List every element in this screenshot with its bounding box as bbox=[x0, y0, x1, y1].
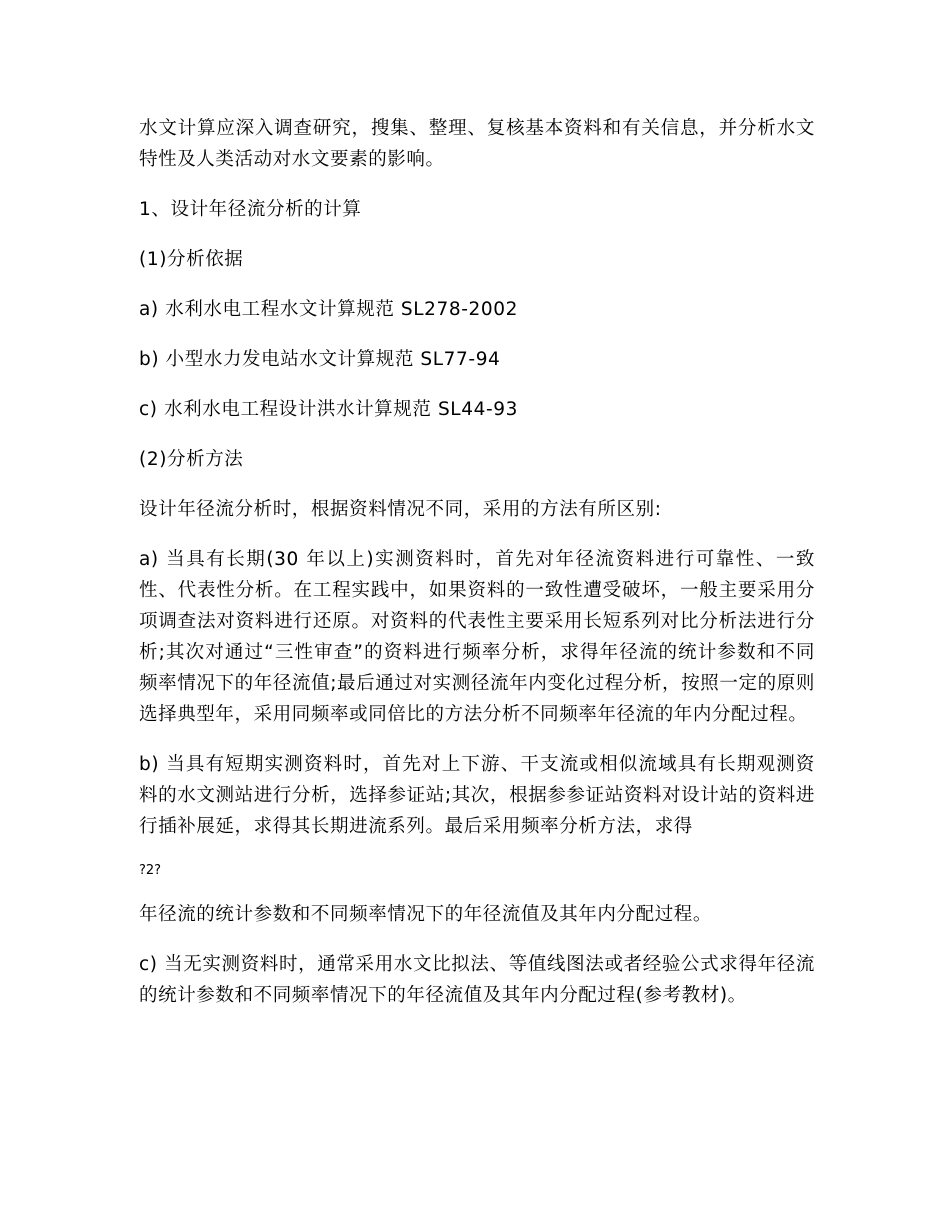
list-item-standard-a: a) 水利水电工程水文计算规范 SL278-2002 bbox=[139, 299, 519, 320]
document-body bbox=[139, 113, 815, 1030]
section-heading: 1、设计年径流分析的计算 bbox=[139, 199, 362, 220]
method-paragraph-c: c) 当无实测资料时，通常采用水文比拟法、等值线图法或者经验公式求得年径流的统计参数和不同频率情况下的年径流值及其年内分配过程(参考教材)。 bbox=[139, 954, 815, 1006]
intro-paragraph: 水文计算应深入调查研究，搜集、整理、复核基本资料和有关信息，并分析水文特性及人类活动对水文要素的影响。 bbox=[139, 118, 815, 170]
method-paragraph-b: b) 当具有短期实测资料时，首先对上下游、干支流或相似流域具有长期观测资料的水文测站进行分析，选择参证站;其次，根据参参证站资料对设计站的资料进行插补展延，求得其长期进流系列。最后采用频率分析方法，求得 bbox=[139, 754, 815, 837]
continuation-paragraph: 年径流的统计参数和不同频率情况下的年径流值及其年内分配过程。 bbox=[139, 904, 713, 925]
method-paragraph-a: a) 当具有长期(30 年以上)实测资料时，首先对年径流资料进行可靠性、一致性、代表性分析。在工程实践中，如果资料的一致性遭受破坏，一般主要采用分项调查法对资料进行还原。对资料的代表性主要采用长短系列对比分析法进行分析;其次对通过“三性审查”的资料进行频率分析，求得年径流的统计参数和不同频率情况下的年径流值;最后通过对实测径流年内变化过程分析，按照一定的原则选择典型年，采用同频率或同倍比的方法分析不同频率年径流的年内分配过程。 bbox=[139, 549, 815, 725]
subsection-heading-method: (2)分析方法 bbox=[139, 449, 244, 470]
page-number: ?2? bbox=[139, 863, 162, 878]
subsection-heading-basis: (1)分析依据 bbox=[139, 249, 244, 270]
list-item-standard-c: c) 水利水电工程设计洪水计算规范 SL44-93 bbox=[139, 399, 518, 420]
list-item-standard-b: b) 小型水力发电站水文计算规范 SL77-94 bbox=[139, 349, 501, 370]
method-intro-paragraph: 设计年径流分析时，根据资料情况不同，采用的方法有所区别: bbox=[139, 499, 662, 520]
